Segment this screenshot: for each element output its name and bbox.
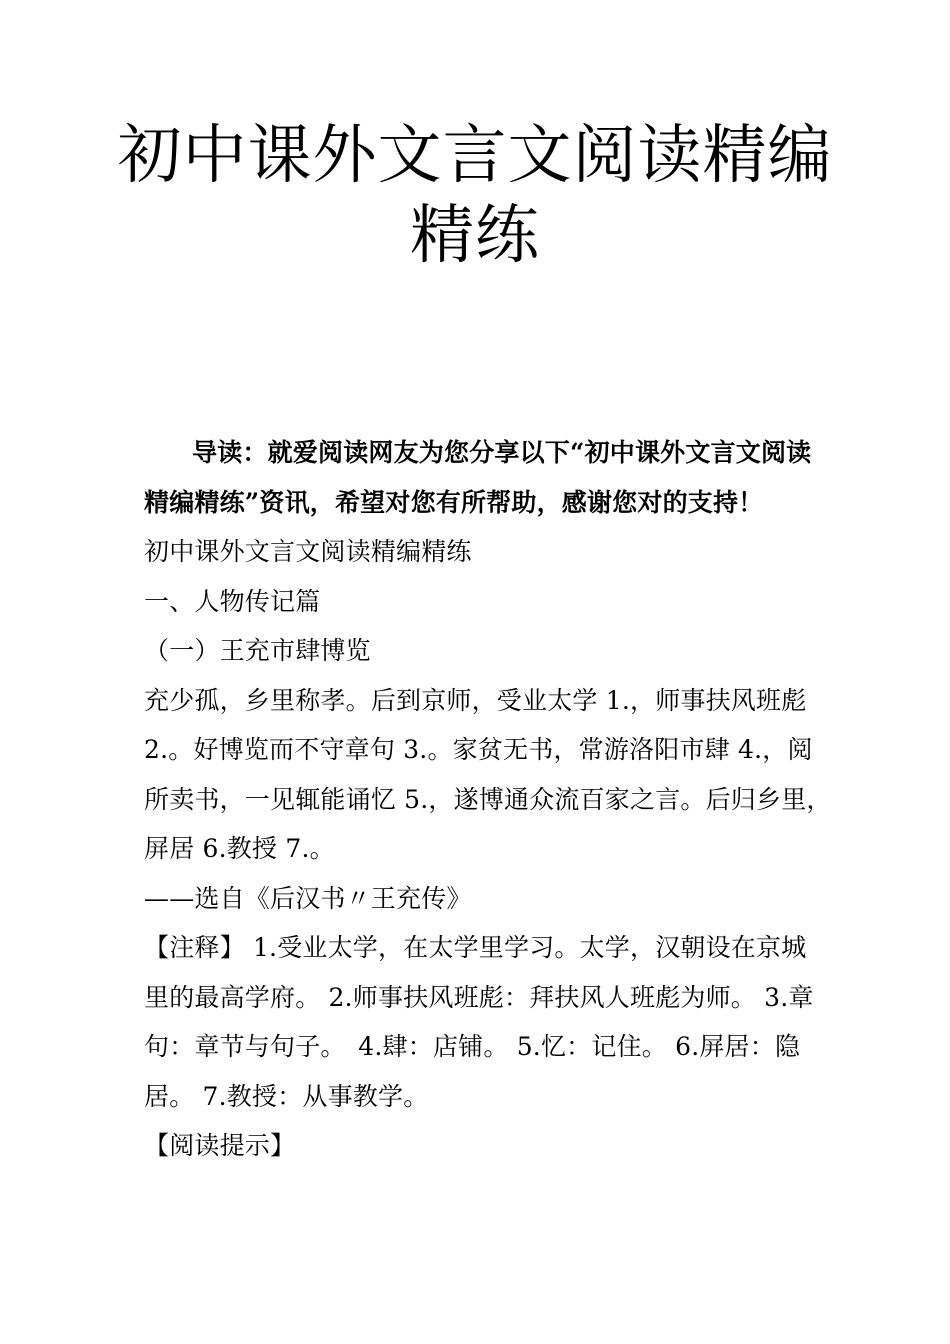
notes-line-4: 居。 7.教授：从事教学。 — [144, 1081, 429, 1111]
section-heading: 一、人物传记篇 — [144, 586, 321, 616]
document-title-line-1: 初中课外文言文阅读精编 — [117, 119, 833, 193]
article-line-2: 2.。好博览而不守章句 3.。家贫无书，常游洛阳市肆 4.，阅 — [144, 735, 813, 764]
notes-line-3: 句：章节与句子。 4.肆：店铺。 5.忆：记住。 6.屏居：隐 — [144, 1032, 801, 1061]
article-heading: （一）王充市肆博览 — [144, 636, 371, 665]
article-line-4: 屏居 6.教授 7.。 — [144, 834, 335, 863]
notes-line-1: 【注释】 1.受业太学，在太学里学习。太学，汉朝设在京城 — [144, 933, 807, 962]
reading-tips-heading: 【阅读提示】 — [144, 1131, 296, 1160]
doc-heading: 初中课外文言文阅读精编精练 — [144, 537, 472, 566]
article-line-3: 所卖书，一见辄能诵忆 5.，遂博通众流百家之言。后归乡里， — [144, 784, 832, 814]
article-source: ——选自《后汉书〃王充传》 — [144, 883, 472, 913]
intro-line-2: 精编精练”资讯，希望对您有所帮助，感谢您对的支持！ — [144, 487, 764, 517]
notes-line-2: 里的最高学府。 2.师事扶风班彪：拜扶风人班彪为师。 3.章 — [144, 982, 814, 1012]
document-title-line-2: 精练 — [410, 199, 540, 273]
document-body — [144, 428, 832, 1171]
intro-line-1: 导读：就爱阅读网友为您分享以下“初中课外文言文阅读 — [192, 438, 812, 467]
article-line-1: 充少孤，乡里称孝。后到京师，受业太学 1.，师事扶风班彪 — [144, 685, 807, 715]
